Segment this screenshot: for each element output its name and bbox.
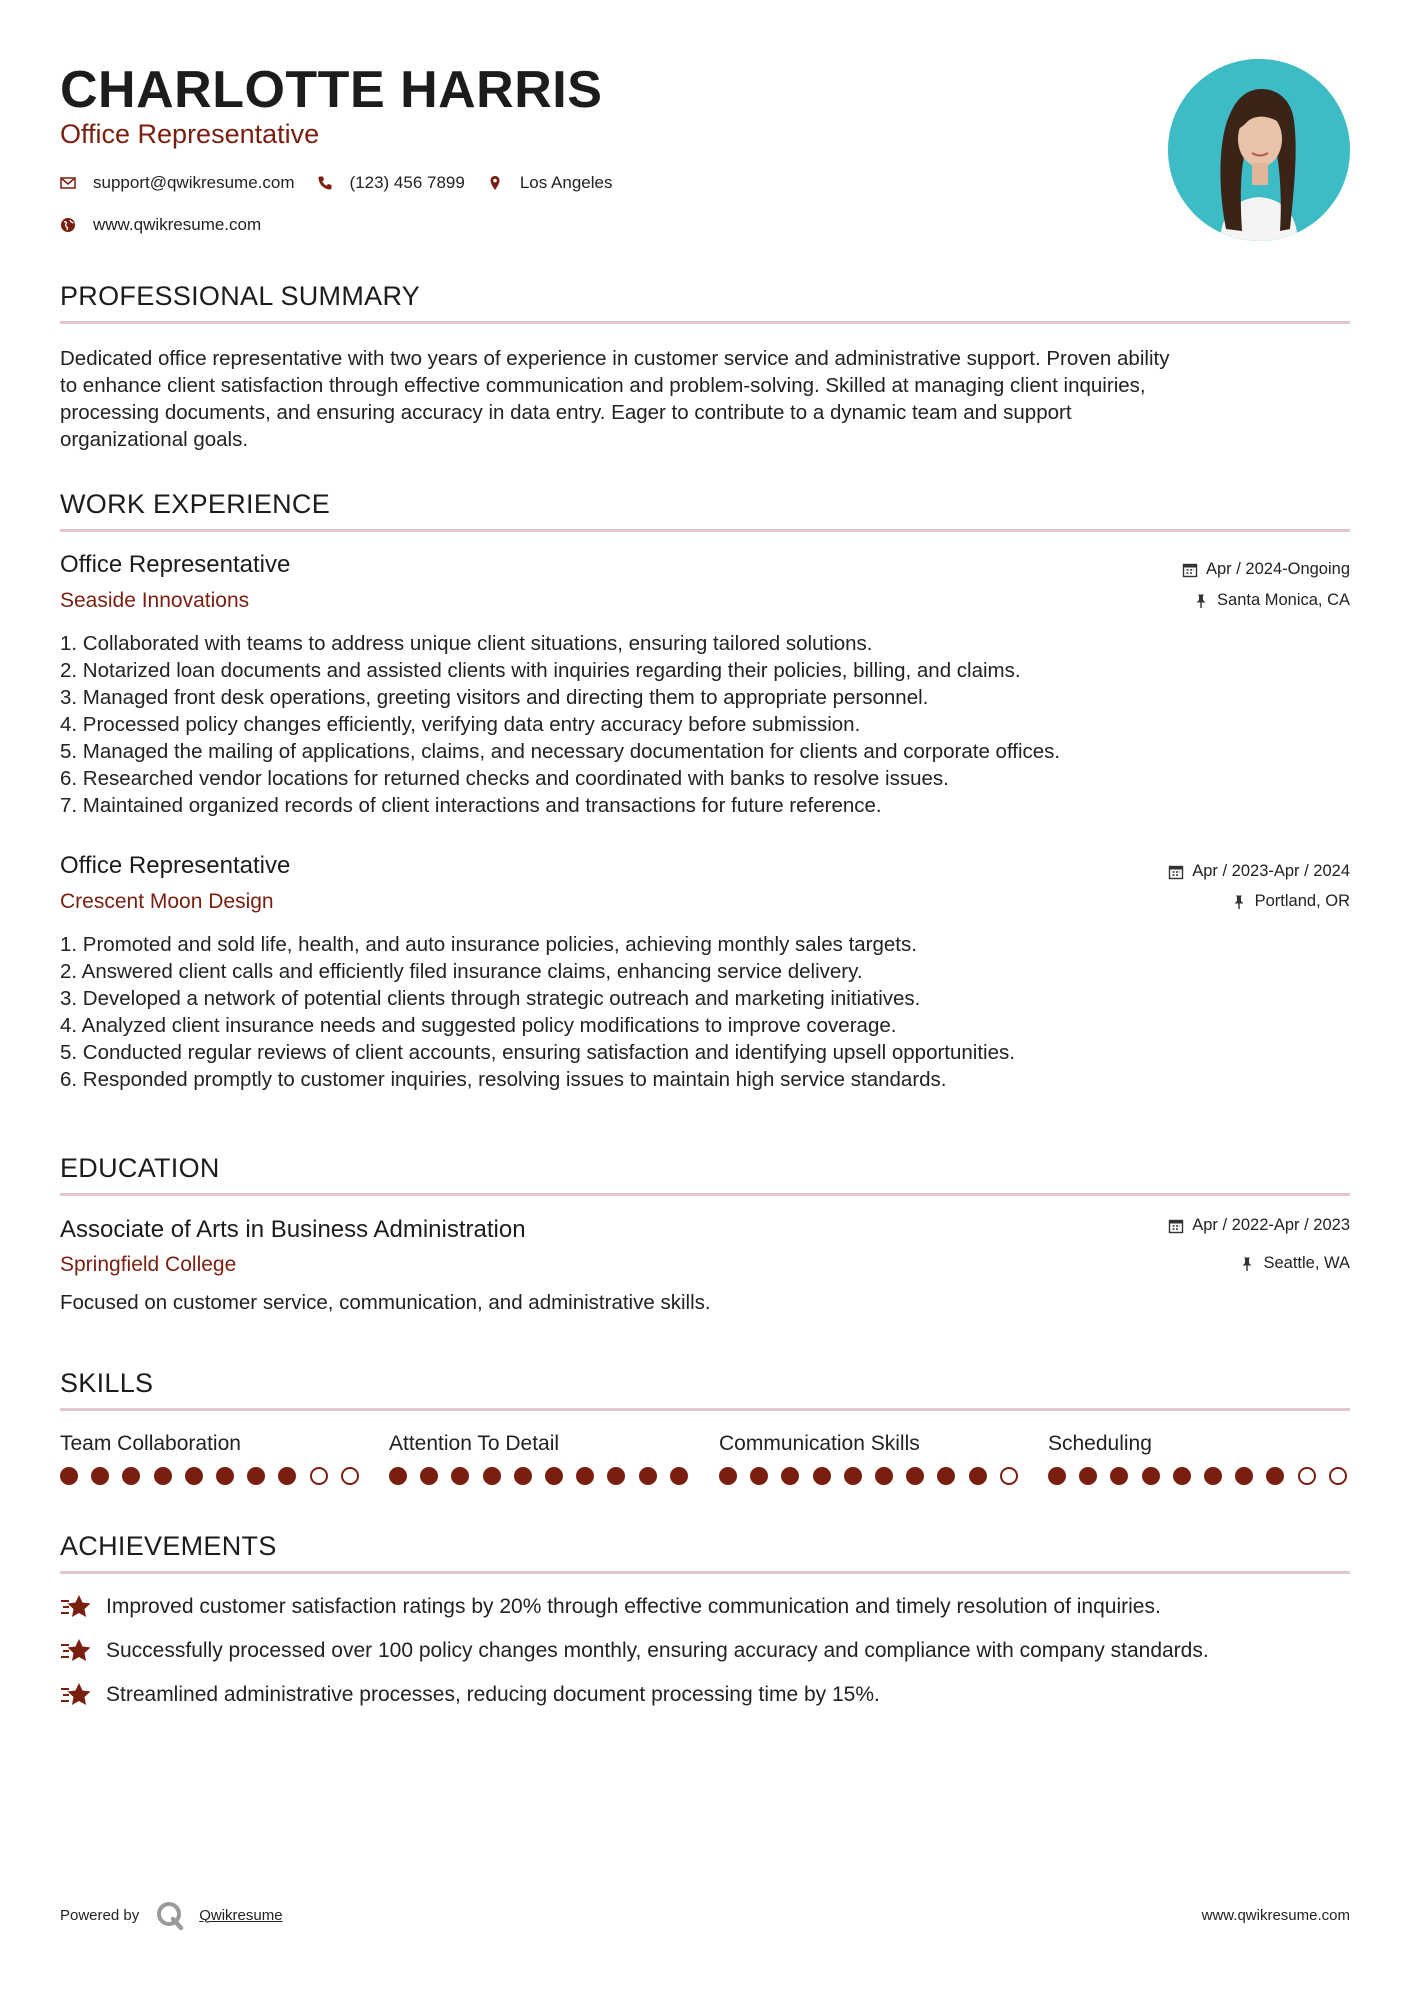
rating-dot-filled <box>154 1467 172 1485</box>
rating-dot-filled <box>969 1467 987 1485</box>
achievement-item <box>60 1681 880 1709</box>
summary-line: organizational goals. <box>60 428 249 451</box>
calendar-icon <box>1168 864 1184 880</box>
dates-text: Apr / 2022-Apr / 2023 <box>1192 1216 1350 1234</box>
skill-name: Scheduling <box>1048 1432 1152 1455</box>
rating-dot-filled <box>719 1467 737 1485</box>
job-bullets <box>60 630 1350 819</box>
location-text: Los Angeles <box>519 173 613 192</box>
list-item: 6. Researched vendor locations for returned checks and coordinated with banks to resolve issues. <box>60 767 949 790</box>
email-text: support@qwikresume.com <box>93 173 295 192</box>
rating-dot-filled <box>844 1467 862 1485</box>
skill-name: Attention To Detail <box>389 1432 560 1455</box>
summary-heading: PROFESSIONAL SUMMARY <box>60 281 421 311</box>
education-location <box>1239 1254 1350 1273</box>
rating-dot-filled <box>389 1467 407 1485</box>
job-bullets <box>60 931 1350 1093</box>
education-divider <box>60 1193 1350 1196</box>
pushpin-icon <box>1239 1256 1255 1272</box>
star-icon <box>60 1637 92 1665</box>
achievement-text: Streamlined administrative processes, reducing document processing time by 15%. <box>106 1683 880 1706</box>
summary-line: Dedicated office representative with two years of experience in customer service and administrative support. Proven ability <box>60 347 1170 370</box>
location-item <box>487 173 613 193</box>
website-item[interactable] <box>60 215 261 235</box>
phone-text: (123) 456 7899 <box>349 173 465 192</box>
skill-rating <box>60 1467 372 1485</box>
rating-dot-filled <box>1266 1467 1284 1485</box>
skill-rating <box>389 1467 701 1485</box>
dates-text: Apr / 2023-Apr / 2024 <box>1192 862 1350 880</box>
rating-dot-filled <box>813 1467 831 1485</box>
powered-by-label: Powered by <box>60 1906 140 1924</box>
degree-title: Associate of Arts in Business Administration <box>60 1216 526 1243</box>
portrait-image <box>1168 59 1350 241</box>
rating-dot-filled <box>781 1467 799 1485</box>
website-row <box>60 215 283 235</box>
list-item: 2. Notarized loan documents and assisted clients with inquiries regarding their policies, billing, and claims. <box>60 659 1021 682</box>
rating-dot-filled <box>937 1467 955 1485</box>
rating-dot-filled <box>875 1467 893 1485</box>
company-name: Crescent Moon Design <box>60 890 274 913</box>
globe-icon <box>60 217 76 233</box>
rating-dot-filled <box>1204 1467 1222 1485</box>
skill-rating <box>719 1467 1031 1485</box>
achievements-divider <box>60 1571 1350 1574</box>
rating-dot-empty <box>341 1467 359 1485</box>
achievement-item <box>60 1637 1209 1665</box>
star-icon <box>60 1593 92 1621</box>
envelope-icon <box>60 175 76 191</box>
list-item: 3. Developed a network of potential clients through strategic outreach and marketing initiatives. <box>60 987 921 1010</box>
rating-dot-filled <box>750 1467 768 1485</box>
rating-dot-filled <box>60 1467 78 1485</box>
location-text: Seattle, WA <box>1263 1254 1350 1272</box>
rating-dot-filled <box>451 1467 469 1485</box>
rating-dot-filled <box>545 1467 563 1485</box>
rating-dot-empty <box>1000 1467 1018 1485</box>
job-title: Office Representative <box>60 852 291 879</box>
map-pin-icon <box>487 175 503 191</box>
rating-dot-filled <box>607 1467 625 1485</box>
footer-website[interactable]: www.qwikresume.com <box>1201 1907 1350 1924</box>
list-item: 5. Managed the mailing of applications, claims, and necessary documentation for clients and corporate offices. <box>60 740 1061 763</box>
rating-dot-empty <box>1329 1467 1347 1485</box>
summary-line: processing documents, and ensuring accuracy in data entry. Eager to contribute to a dynamic team and support <box>60 401 1072 424</box>
rating-dot-filled <box>1048 1467 1066 1485</box>
candidate-name: CHARLOTTE HARRIS <box>60 61 603 119</box>
rating-dot-filled <box>247 1467 265 1485</box>
job-title: Office Representative <box>60 551 291 578</box>
pushpin-icon <box>1231 894 1247 910</box>
location-text: Portland, OR <box>1254 892 1350 910</box>
rating-dot-filled <box>1079 1467 1097 1485</box>
education-dates <box>1168 1216 1350 1235</box>
rating-dot-filled <box>576 1467 594 1485</box>
website-text: www.qwikresume.com <box>93 215 262 234</box>
dates-text: Apr / 2024-Ongoing <box>1205 560 1350 578</box>
brand-link[interactable]: Qwikresume <box>199 1906 283 1924</box>
list-item: 3. Managed front desk operations, greeting visitors and directing them to appropriate personnel. <box>60 686 929 709</box>
rating-dot-filled <box>278 1467 296 1485</box>
profile-photo <box>1168 59 1350 241</box>
job-dates <box>1182 560 1350 579</box>
skill-rating <box>1048 1467 1360 1485</box>
list-item: 1. Promoted and sold life, health, and auto insurance policies, achieving monthly sales targets. <box>60 933 917 956</box>
summary-line: to enhance client satisfaction through effective communication and problem-solving. Skilled at managing client inquiries, <box>60 374 1146 397</box>
achievement-text: Successfully processed over 100 policy changes monthly, ensuring accuracy and compliance with company standards. <box>106 1639 1209 1662</box>
calendar-icon <box>1182 562 1198 578</box>
job-location <box>1231 892 1350 911</box>
contact-row <box>60 173 634 193</box>
list-item: 2. Answered client calls and efficiently filed insurance claims, enhancing service delivery. <box>60 960 863 983</box>
achievement-item <box>60 1593 1161 1621</box>
rating-dot-filled <box>1173 1467 1191 1485</box>
list-item: 6. Responded promptly to customer inquiries, resolving issues to maintain high service standards. <box>60 1068 947 1091</box>
phone-icon <box>317 175 333 191</box>
skills-divider <box>60 1408 1350 1411</box>
calendar-icon <box>1168 1218 1184 1234</box>
skill-name: Communication Skills <box>719 1432 920 1455</box>
email-item[interactable] <box>60 173 295 193</box>
list-item: 7. Maintained organized records of client interactions and transactions for future reference. <box>60 794 882 817</box>
rating-dot-empty <box>1298 1467 1316 1485</box>
rating-dot-filled <box>670 1467 688 1485</box>
star-icon <box>60 1681 92 1709</box>
skills-heading: SKILLS <box>60 1368 154 1398</box>
summary-divider <box>60 321 1350 324</box>
rating-dot-filled <box>906 1467 924 1485</box>
rating-dot-filled <box>639 1467 657 1485</box>
rating-dot-empty <box>310 1467 328 1485</box>
rating-dot-filled <box>216 1467 234 1485</box>
rating-dot-filled <box>1142 1467 1160 1485</box>
candidate-title: Office Representative <box>60 119 320 149</box>
pushpin-icon <box>1193 593 1209 609</box>
achievement-text: Improved customer satisfaction ratings by 20% through effective communication and timely resolution of inquiries. <box>106 1595 1161 1618</box>
phone-item[interactable] <box>317 173 465 193</box>
education-description: Focused on customer service, communication, and administrative skills. <box>60 1291 711 1314</box>
education-heading: EDUCATION <box>60 1153 220 1183</box>
rating-dot-filled <box>185 1467 203 1485</box>
summary-text <box>60 345 1352 453</box>
rating-dot-filled <box>514 1467 532 1485</box>
rating-dot-filled <box>420 1467 438 1485</box>
rating-dot-filled <box>1235 1467 1253 1485</box>
list-item: 1. Collaborated with teams to address unique client situations, ensuring tailored solutions. <box>60 632 873 655</box>
job-location <box>1193 591 1350 610</box>
achievements-heading: ACHIEVEMENTS <box>60 1531 277 1561</box>
experience-heading: WORK EXPERIENCE <box>60 489 331 519</box>
footer-powered-by <box>60 1900 283 1930</box>
rating-dot-filled <box>1110 1467 1128 1485</box>
list-item: 4. Analyzed client insurance needs and suggested policy modifications to improve coverage. <box>60 1014 897 1037</box>
company-name: Seaside Innovations <box>60 589 250 612</box>
location-text: Santa Monica, CA <box>1217 591 1350 609</box>
rating-dot-filled <box>122 1467 140 1485</box>
skill-name: Team Collaboration <box>60 1432 241 1455</box>
rating-dot-filled <box>91 1467 109 1485</box>
qwikresume-logo-icon <box>155 1900 185 1930</box>
list-item: 4. Processed policy changes efficiently, verifying data entry accuracy before submission. <box>60 713 861 736</box>
job-dates <box>1168 862 1350 881</box>
list-item: 5. Conducted regular reviews of client accounts, ensuring satisfaction and identifying upsell opportunities. <box>60 1041 1015 1064</box>
experience-divider <box>60 529 1350 532</box>
rating-dot-filled <box>483 1467 501 1485</box>
school-name: Springfield College <box>60 1253 237 1276</box>
